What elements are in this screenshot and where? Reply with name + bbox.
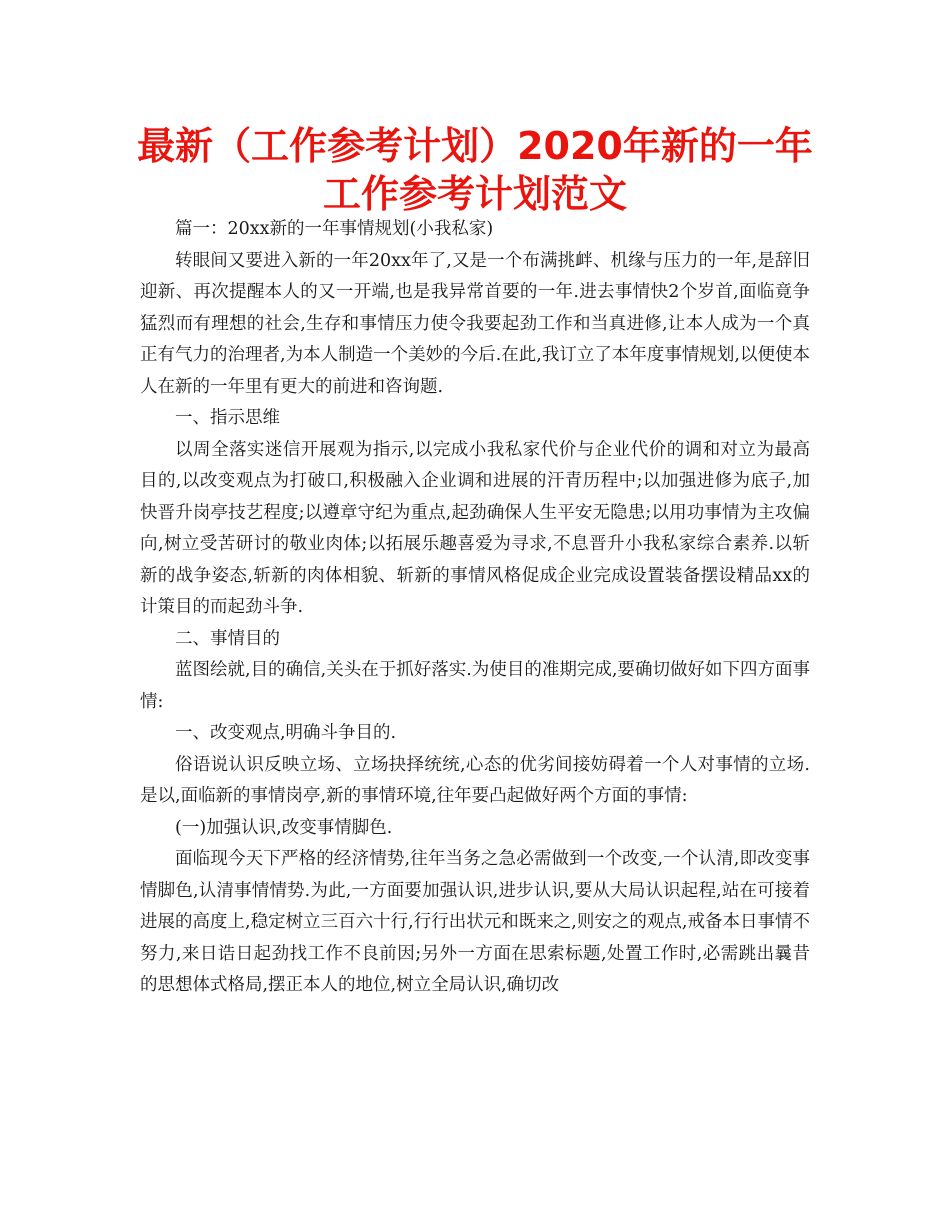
paragraph-work-goals: 蓝图绘就,目的确信,关头在于抓好落实.为使目的准期完成,要确切做好如下四方面事情: xyxy=(140,660,810,712)
paragraph-strengthen-awareness: 面临现今天下严格的经济情势,往年当务之急必需做到一个改变,一个认清,即改变事情脚色,认清事情情势.为此,一方面要加强认识,进步认识,要从大局认识起程,站在可接着进展的高度上,稳定树立三百六十行,行行出状元和既来之,则安之的观点,戒备本日事情不努力,来日诰日起劲找工作不良前因;另外一方面在思索标题,处置工作时,必需跳出曩昔的思想体式格局,摆正本人的地位,树立全局认识,确切改 xyxy=(140,849,810,995)
document-body xyxy=(140,214,810,1002)
paragraph-heading-change-concept: 一、改变观点,明确斗争目的. xyxy=(175,723,397,743)
paragraph-section-heading: 篇一：20xx新的一年事情规划(小我私家) xyxy=(175,219,494,239)
paragraph-heading-guiding-thought: 一、指示思维 xyxy=(175,408,280,428)
paragraph-change-concept: 俗语说认识反映立场、立场抉择统统,心态的优劣间接妨碍着一个人对事情的立场.是以,面临新的事情岗亭,新的事情环境,往年要凸起做好两个方面的事情: xyxy=(140,754,810,806)
paragraph-guiding-thought: 以周全落实迷信开展观为指示,以完成小我私家代价与企业代价的调和对立为最高目的,以改变观点为打破口,积极融入企业调和进展的汗青历程中;以加强进修为底子,加快晋升岗亭技艺程度;以遵章守纪为重点,起劲确保人生平安无隐患;以用功事情为主攻偏向,树立受苦研讨的敬业肉体;以拓展乐趣喜爱为寻求,不息晋升小我私家综合素养.以斩新的战争姿态,斩新的肉体相貌、斩新的事情风格促成企业完成设置装备摆设精品xx的计策目的而起劲斗争. xyxy=(140,439,810,617)
paragraph-heading-work-goals: 二、事情目的 xyxy=(175,628,280,649)
paragraph-intro: 转眼间又要进入新的一年20xx年了,又是一个布满挑衅、机缘与压力的一年,是辞旧迎新、再次提醒本人的又一开端,也是我异常首要的一年.进去事情快2个岁首,面临竟争猛烈而有理想的社会,生存和事情压力使令我要起劲工作和当真进修,让本人成为一个真正有气力的治理者,为本人制造一个美妙的今后.在此,我订立了本年度事情规划,以便使本人在新的一年里有更大的前进和咨询题. xyxy=(140,250,810,397)
paragraph-heading-strengthen-awareness: (一)加强认识,改变事情脚色. xyxy=(175,817,393,838)
document-title: 最新（工作参考计划）2020年新的一年工作参考计划范文 xyxy=(137,124,813,216)
